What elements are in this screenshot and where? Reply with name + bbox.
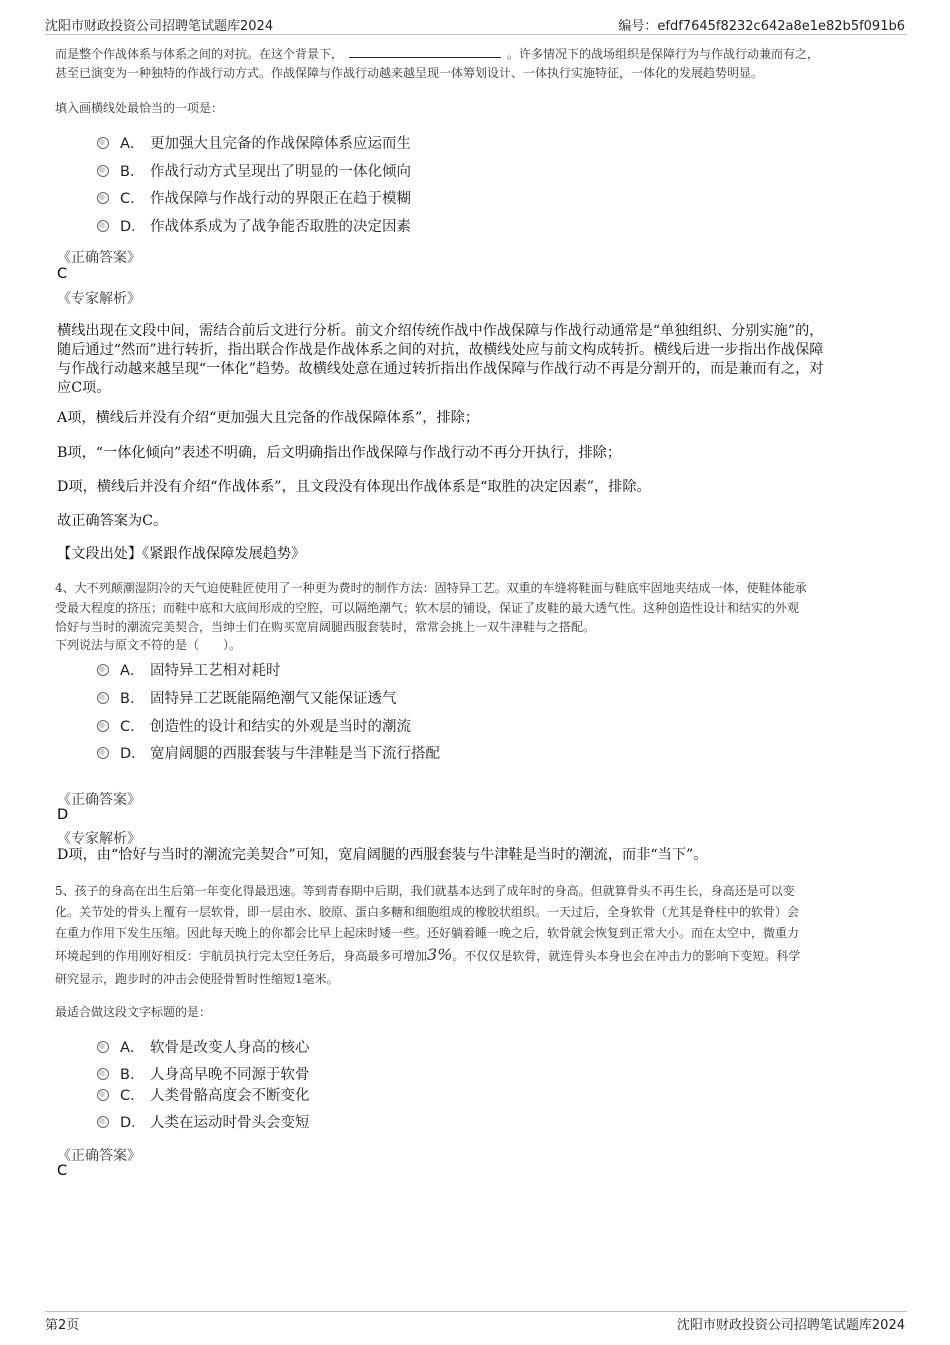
q3-elim-d: D项，横线后并没有介绍“作战体系”，且文段没有体现出作战体系是“取胜的决定因素”，排除。 (57, 479, 651, 495)
q3-stem-line2: 甚至已演变为一种独特的作战行动方式。作战保障与作战行动越来越呈现一体筹划设计、一体执行实施特征，一体化的发展趋势明显。 (55, 66, 764, 80)
q3-option-b[interactable]: B． 作战行动方式呈现出了明显的一体化倾向 (97, 161, 411, 183)
radio-icon[interactable] (97, 692, 109, 704)
q3-elim-a: A项，横线后并没有介绍“更加强大且完备的作战保障体系”，排除； (57, 410, 480, 426)
radio-icon[interactable] (97, 1116, 109, 1128)
page-number: 第2页 (45, 1318, 80, 1333)
q3-elim-b: B项，“一体化倾向”表述不明确，后文明确指出作战保障与作战行动不再分开执行，排除； (57, 445, 622, 461)
q4-analysis: D项，由“恰好与当时的潮流完美契合”可知，宽肩阔腿的西服套装与牛津鞋是当时的潮流，而非“当下”。 (57, 847, 708, 863)
q3-option-c[interactable]: C． 作战保障与作战行动的界限正在趋于模糊 (97, 188, 411, 210)
header-divider (45, 34, 907, 35)
q4-stem (55, 579, 807, 655)
q5-prompt: 最适合做这段文字标题的是： (55, 1005, 212, 1019)
q4-option-c[interactable]: C． 创造性的设计和结实的外观是当时的潮流 (97, 716, 411, 738)
q5-stem-line: 化。关节处的骨头上覆有一层软骨，即一层由水、胶原、蛋白多糖和细胞组成的橡胶状组织。一天过后，全身软骨（尤其是脊柱中的软骨）会 (55, 905, 800, 919)
footer-title: 沈阳市财政投资公司招聘笔试题库2024 (676, 1318, 905, 1333)
q5-answer: C (57, 1163, 68, 1179)
radio-icon[interactable] (97, 137, 109, 149)
q3-blank-line (349, 47, 501, 58)
q5-percent: 3% (427, 945, 453, 964)
q5-stem-line: 5、孩子的身高在出生后第一年变化得最迅速。等到青春期中后期，我们就基本达到了成年时的身高。但就算骨头不再生长，身高还是可以变 (55, 884, 795, 898)
radio-icon[interactable] (97, 747, 109, 759)
q4-answer: D (57, 807, 69, 823)
q5-stem (55, 882, 800, 990)
radio-icon[interactable] (97, 1089, 109, 1101)
q4-stem-line: 恰好与当时的潮流完美契合，当绅士们在购买宽肩阔腿西服套装时，常常会挑上一双牛津鞋与之搭配。 (55, 620, 596, 634)
q5-option-a[interactable]: A． 软骨是改变人身高的核心 (97, 1037, 310, 1059)
q5-option-d[interactable]: D． 人类在运动时骨头会变短 (97, 1112, 310, 1134)
q5-stem-line4: 环境起到的作用刚好相反：宇航员执行完太空任务后，身高最多可增加3%。不仅仅是软骨，就连骨头本身也会在冲击力的影响下变短。科学 (55, 945, 801, 964)
radio-icon[interactable] (97, 220, 109, 232)
q3-source: 【文段出处】《紧跟作战保障发展趋势》 (57, 546, 306, 562)
q3-analysis-line: 应C项。 (57, 380, 111, 396)
q4-answer-label: 《正确答案》 (57, 792, 141, 808)
q4-analysis-label: 《专家解析》 (57, 831, 141, 847)
q3-analysis-line: 随后通过“然而”进行转折，指出联合作战是作战体系之间的对抗，故横线处应与前文构成转折。横线后进一步指出作战保障 (57, 342, 824, 358)
q5-stem-line5: 研究显示，跑步时的冲击会使胫骨暂时性缩短1毫米。 (55, 972, 339, 986)
q3-conclusion: 故正确答案为C。 (57, 513, 168, 529)
q3-stem-line1 (55, 45, 819, 65)
footer-divider (45, 1311, 907, 1312)
q4-stem-line: 4、大不列颠潮湿阴冷的天气迫使鞋匠使用了一种更为费时的制作方法：固特异工艺。双重的车缝将鞋面与鞋底牢固地夹结成一体，使鞋体能承 (55, 581, 807, 595)
radio-icon[interactable] (97, 1068, 109, 1080)
q5-answer-label: 《正确答案》 (57, 1148, 141, 1164)
radio-icon[interactable] (97, 165, 109, 177)
q4-option-b[interactable]: B． 固特异工艺既能隔绝潮气又能保证透气 (97, 688, 397, 710)
radio-icon[interactable] (97, 664, 109, 676)
radio-icon[interactable] (97, 192, 109, 204)
radio-icon[interactable] (97, 720, 109, 732)
q3-option-a[interactable]: A． 更加强大且完备的作战保障体系应运而生 (97, 133, 411, 155)
q3-analysis-line: 与作战行动越来越呈现“一体化”趋势。故横线处意在通过转折指出作战保障与作战行动不再是分割开的，而是兼而有之，对 (57, 361, 824, 377)
q4-stem-line: 受最大程度的挤压；而鞋中底和大底间形成的空腔，可以隔绝潮气；软木层的铺设，保证了皮鞋的最大透气性。这种创造性设计和结实的外观 (55, 600, 800, 615)
radio-icon[interactable] (97, 1041, 109, 1053)
q3-answer-label: 《正确答案》 (57, 250, 141, 266)
q5-stem-line: 在重力作用下发生压缩。因此每天晚上的你都会比早上起床时矮一些。还好躺着睡一晚之后，软骨就会恢复到正常大小。而在太空中，微重力 (55, 926, 800, 940)
q4-option-d[interactable]: D． 宽肩阔腿的西服套装与牛津鞋是当下流行搭配 (97, 743, 440, 765)
document-code: 编号：efdf7645f8232c642a8e1e82b5f091b6 (618, 19, 905, 34)
q3-option-d[interactable]: D． 作战体系成为了战争能否取胜的决定因素 (97, 216, 411, 238)
q3-stem-part1: 而是整个作战体系与体系之间的对抗。在这个背景下， (55, 47, 344, 61)
q3-answer: C (57, 266, 68, 282)
q5-option-c[interactable]: C． 人类骨骼高度会不断变化 (97, 1085, 310, 1107)
q4-option-a[interactable]: A． 固特异工艺相对耗时 (97, 660, 281, 682)
q3-prompt: 填入画横线处最恰当的一项是： (55, 101, 224, 115)
q3-analysis-label: 《专家解析》 (57, 291, 141, 307)
q3-analysis (57, 322, 897, 398)
q3-stem-part2: 。许多情况下的战场组织是保障行为与作战行动兼而有之， (507, 47, 820, 61)
q5-option-b[interactable]: B． 人身高早晚不同源于软骨 (97, 1064, 310, 1086)
header-title: 沈阳市财政投资公司招聘笔试题库2024 (45, 19, 274, 34)
q3-analysis-line: 横线出现在文段中间，需结合前后文进行分析。前文介绍传统作战中作战保障与作战行动通常是“单独组织、分别实施”的， (57, 323, 824, 339)
q4-prompt: 下列说法与原文不符的是（ ）。 (55, 637, 242, 652)
